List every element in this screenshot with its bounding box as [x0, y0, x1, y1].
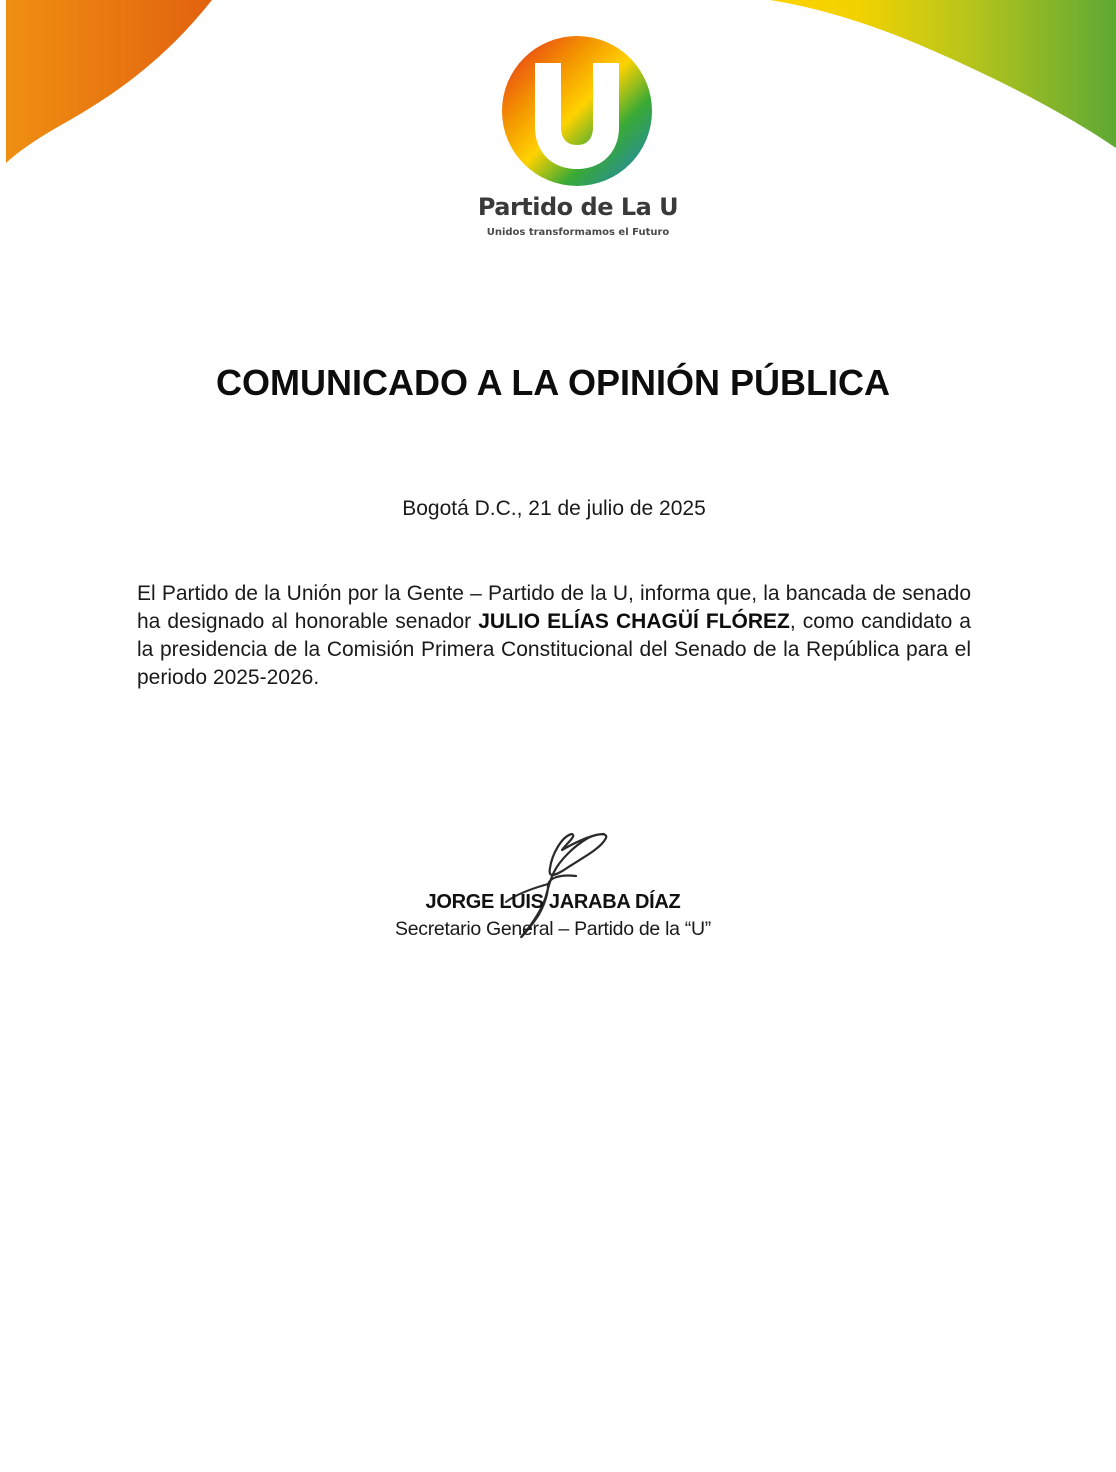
- document-title: COMUNICADO A LA OPINIÓN PÚBLICA: [216, 362, 890, 403]
- logo-tagline: Unidos transformamos el Futuro: [486, 227, 670, 238]
- signer-role: Secretario General – Partido de la “U”: [395, 918, 711, 940]
- logo-name: Partido de La U: [477, 193, 679, 221]
- orange-wedge: [6, 0, 212, 163]
- body-text-before-name: El Partido de la Unión por la Gente – Partido de la U, informa que, la bancada de senado ha designado al honorable senador: [137, 582, 971, 633]
- document-body: [137, 580, 971, 692]
- document-date: Bogotá D.C., 21 de julio de 2025: [402, 497, 706, 520]
- partido-de-la-u-logo-icon: [497, 31, 657, 191]
- green-wedge: [770, 0, 1116, 148]
- signer-name: JORGE LUIS JARABA DÍAZ: [425, 891, 681, 913]
- senator-name: JULIO ELÍAS CHAGÜÍ FLÓREZ: [478, 610, 790, 633]
- body-text-after-name: , como candidato a la presidencia de la Comisión Primera Constitucional del Senado de la República para el periodo 2025-2026.: [137, 610, 971, 689]
